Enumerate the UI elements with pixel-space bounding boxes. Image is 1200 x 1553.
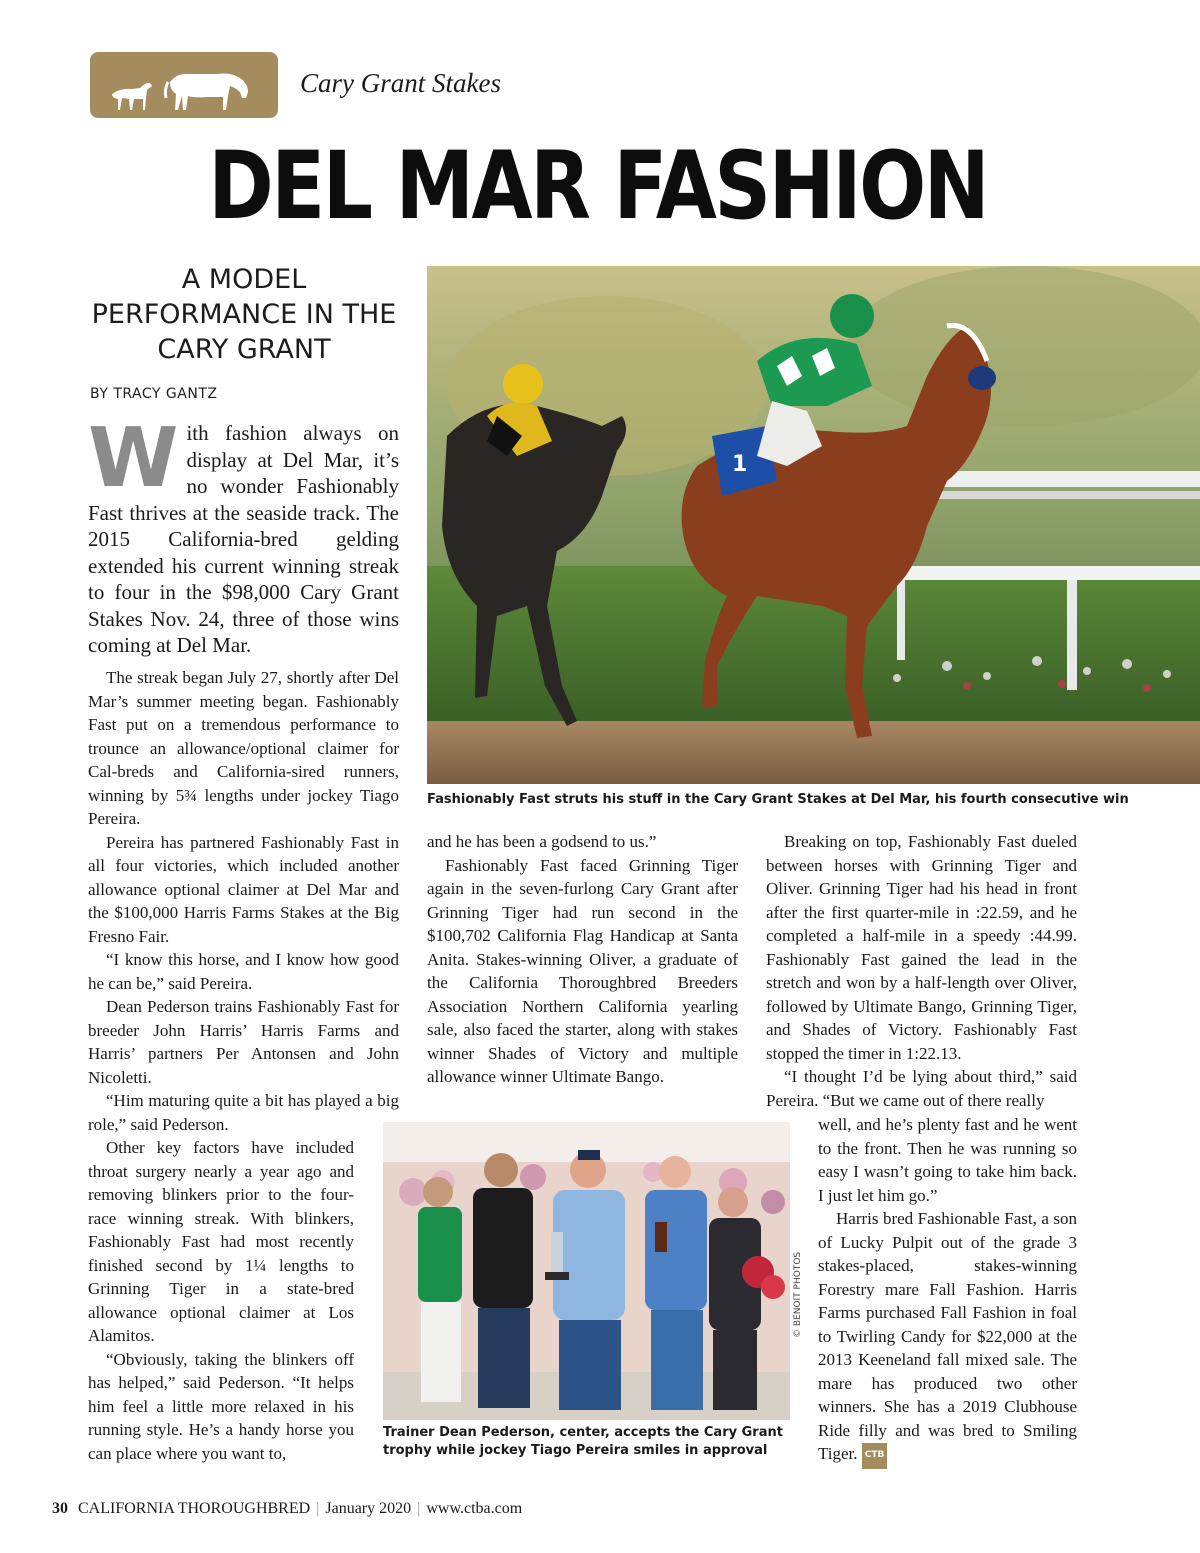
paragraph: “I know this horse, and I know how good he can be,” said Pereira. <box>88 950 399 993</box>
footer-divider: | <box>316 1500 320 1517</box>
lede-paragraph <box>88 411 399 659</box>
article-column-1-narrow <box>88 1136 354 1465</box>
second-photo-caption: Trainer Dean Pederson, center, accepts the Cary Grant trophy while jockey Tiago Pereira smiles in approval <box>383 1425 783 1458</box>
winners-circle-photo <box>383 1122 790 1420</box>
website-link[interactable]: www.ctba.com <box>426 1500 523 1517</box>
article-byline: BY TRACY GANTZ <box>90 386 218 402</box>
article-column-2 <box>427 830 738 1089</box>
paragraph-text: Harris bred Fashionable Fast, a son of Lucky Pulpit out of the grade 3 stakes-placed, stakes-winning Forestry mare Fall Fashion. Harris Farms purchased Fall Fashion in foal to Twirling Candy for $22,000 at the 2013 Keeneland fall mixed sale. The mare has produced two other winners. She has a 2019 Clubhouse Ride filly and was bred to Smiling Tiger. <box>818 1209 1077 1463</box>
photo-credit: © BENOIT PHOTOS <box>793 1251 803 1338</box>
paragraph: Dean Pederson trains Fashionably Fast for breeder John Harris’ Harris Farms and Harris’ partners Per Antonsen and John Nicoletti. <box>88 997 399 1087</box>
issue-date: January 2020 <box>325 1500 412 1517</box>
section-title: Cary Grant Stakes <box>300 68 501 98</box>
main-photo-caption: Fashionably Fast struts his stuff in the Cary Grant Stakes at Del Mar, his fourth consecutive win <box>427 792 1129 807</box>
section-logo <box>90 52 278 118</box>
paragraph: “Obviously, taking the blinkers off has helped,” said Pederson. “It helps him feel a little more relaxed in his running style. He’s a handy horse you can place where you want to, <box>88 1349 354 1463</box>
page-footer <box>52 1500 522 1518</box>
article-headline: DEL MAR FASHION <box>208 132 988 241</box>
svg-text:1: 1 <box>732 452 748 477</box>
paragraph: and he has been a godsend to us.” <box>427 832 657 851</box>
lede-text: ith fashion always on display at Del Mar, it’s no wonder Fashionably Fast thrives at the seaside track. The 2015 California-bred gelding extended his current winning streak to four in the $98,000 Cary Grant Stakes Nov. 24, three of those wins coming at Del Mar. <box>88 421 399 657</box>
paragraph <box>818 1207 1077 1469</box>
paragraph: “I thought I’d be lying about third,” said Pereira. “But we came out of there really <box>766 1067 1077 1110</box>
article-column-1 <box>88 666 399 1136</box>
horse-mare-and-foal-icon <box>90 52 278 118</box>
paragraph: The streak began July 27, shortly after Del Mar’s summer meeting began. Fashionably Fast put on a tremendous performance to trounce an allowance/optional claimer for Cal-breds and California-sired runners, winning by 5¾ lengths under jockey Tiago Pereira. <box>88 668 399 828</box>
article-column-3 <box>766 830 1077 1112</box>
article-column-3-narrow <box>818 1113 1077 1469</box>
article-deck: A MODEL PERFORMANCE IN THE CARY GRANT <box>91 264 397 365</box>
paragraph: Fashionably Fast faced Grinning Tiger again in the seven-furlong Cary Grant after Grinning Tiger had run second in the $100,702 California Flag Handicap at Santa Anita. Stakes-winning Oliver, a graduate of the California Thoroughbred Breeders Association Northern California yearling sale, also faced the starter, along with stakes winner Shades of Victory and multiple allowance winner Ultimate Bango. <box>427 855 738 1086</box>
page-number: 30 <box>52 1500 68 1517</box>
paragraph: Pereira has partnered Fashionably Fast in all four victories, which included another allowance optional claimer at Del Mar and the $100,000 Harris Farms Stakes at the Big Fresno Fair. <box>88 832 399 946</box>
end-mark: CTB <box>862 1443 888 1469</box>
paragraph: “Him maturing quite a bit has played a big role,” said Pederson. <box>88 1091 399 1134</box>
paragraph: Other key factors have included throat surgery nearly a year ago and removing blinkers prior to the four-race winning streak. With blinkers, Fashionably Fast had most recently finished second by 1¼ lengths to Grinning Tiger in a state-bred allowance optional claimer at Los Alamitos. <box>88 1138 354 1345</box>
dropcap: W <box>88 411 179 506</box>
paragraph: well, and he’s plenty fast and he went to the front. Then he was running so easy I wasn’t going to take him back. I just let him go.” <box>818 1115 1077 1205</box>
footer-divider: | <box>417 1500 421 1517</box>
race-photo <box>427 266 1200 784</box>
publication-name: CALIFORNIA THOROUGHBRED <box>78 1500 311 1517</box>
paragraph: Breaking on top, Fashionably Fast dueled between horses with Grinning Tiger and Oliver. Grinning Tiger had his head in front after the first quarter-mile in :22.59, and he completed a half-mile in a speedy :44.99. Fashionably Fast gained the lead in the stretch and won by a half-length over Oliver, followed by Ultimate Bango, Grinning Tiger, and Shades of Victory. Fashionably Fast stopped the timer in 1:22.13. <box>766 832 1077 1063</box>
